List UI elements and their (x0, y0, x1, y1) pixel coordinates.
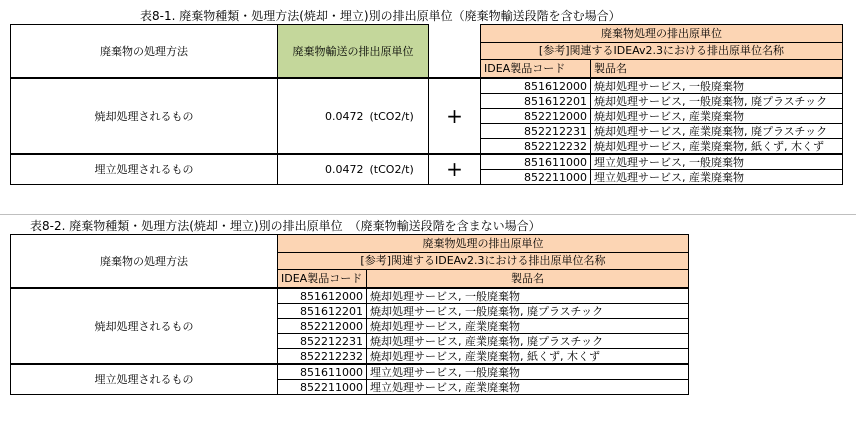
section-divider (0, 214, 856, 215)
table1-plus-landfill: + (429, 154, 481, 185)
table-row-name: 焼却処理サービス, 産業廃棄物 (591, 109, 843, 124)
table1-method-incineration: 焼却処理されるもの (11, 78, 278, 154)
table1-plus-incineration: + (429, 78, 481, 154)
table-row-name: 焼却処理サービス, 一般廃棄物, 廃プラスチック (367, 304, 689, 319)
table1-header-gap (429, 25, 481, 79)
table-row-name: 焼却処理サービス, 一般廃棄物 (591, 78, 843, 94)
table-row-code: 852212232 (278, 349, 367, 365)
table1-unit-landfill: (tCO2/t) (367, 154, 429, 185)
table-row-name: 埋立処理サービス, 産業廃棄物 (591, 170, 843, 185)
table1-unit-incineration: (tCO2/t) (367, 78, 429, 154)
table-row-name: 焼却処理サービス, 産業廃棄物, 廃プラスチック (591, 124, 843, 139)
table-row-name: 埋立処理サービス, 産業廃棄物 (367, 380, 689, 395)
table-row-name: 埋立処理サービス, 一般廃棄物 (591, 154, 843, 170)
table1 (10, 24, 843, 185)
table-row-code: 852212000 (278, 319, 367, 334)
table-row-name: 埋立処理サービス, 一般廃棄物 (367, 364, 689, 380)
table2-header-method: 廃棄物の処理方法 (11, 235, 278, 289)
table1-method-landfill: 埋立処理されるもの (11, 154, 278, 185)
table-row-name: 焼却処理サービス, 産業廃棄物, 紙くず, 木くず (367, 349, 689, 365)
table1-header-transport: 廃棄物輸送の排出原単位 (278, 25, 429, 79)
table-row-code: 852211000 (481, 170, 591, 185)
table1-header-process: 廃棄物処理の排出原単位 (481, 25, 843, 43)
table2-header-process: 廃棄物処理の排出原単位 (278, 235, 689, 253)
table-row-code: 852212231 (481, 124, 591, 139)
table1-value-landfill: 0.0472 (278, 154, 367, 185)
table-row-code: 852211000 (278, 380, 367, 395)
table1-caption: 表8-1. 廃棄物種類・処理方法(焼却・埋立)別の排出原単位（廃棄物輸送段階を含む場合） (140, 9, 621, 23)
table-row-code: 852212231 (278, 334, 367, 349)
table1-header-ref: [参考]関連するIDEAv2.3における排出原単位名称 (481, 42, 843, 60)
table1-header-name: 製品名 (591, 60, 843, 78)
table-row-code: 851612000 (278, 288, 367, 304)
table1-header-code: IDEA製品コード (481, 60, 591, 78)
table-row-code: 851611000 (278, 364, 367, 380)
table2-caption: 表8-2. 廃棄物種類・処理方法(焼却・埋立)別の排出原単位 （廃棄物輸送段階を含まない場合） (30, 219, 541, 233)
table-row-name: 焼却処理サービス, 一般廃棄物 (367, 288, 689, 304)
table-row-name: 焼却処理サービス, 産業廃棄物 (367, 319, 689, 334)
table2-header-ref: [参考]関連するIDEAv2.3における排出原単位名称 (278, 252, 689, 270)
table-row-name: 焼却処理サービス, 産業廃棄物, 廃プラスチック (367, 334, 689, 349)
table-row-code: 852212000 (481, 109, 591, 124)
table-row-code: 851612000 (481, 78, 591, 94)
table1-header-method: 廃棄物の処理方法 (11, 25, 278, 79)
table-row-name: 焼却処理サービス, 産業廃棄物, 紙くず, 木くず (591, 139, 843, 155)
table2-header-code: IDEA製品コード (278, 270, 367, 288)
table-row-code: 851612201 (278, 304, 367, 319)
table2-header-name: 製品名 (367, 270, 689, 288)
table2-method-landfill: 埋立処理されるもの (11, 364, 278, 395)
table-row-code: 852212232 (481, 139, 591, 155)
table2-method-incineration: 焼却処理されるもの (11, 288, 278, 364)
table-row-name: 焼却処理サービス, 一般廃棄物, 廃プラスチック (591, 94, 843, 109)
table-row-code: 851611000 (481, 154, 591, 170)
table1-value-incineration: 0.0472 (278, 78, 367, 154)
table2 (10, 234, 689, 395)
table-row-code: 851612201 (481, 94, 591, 109)
